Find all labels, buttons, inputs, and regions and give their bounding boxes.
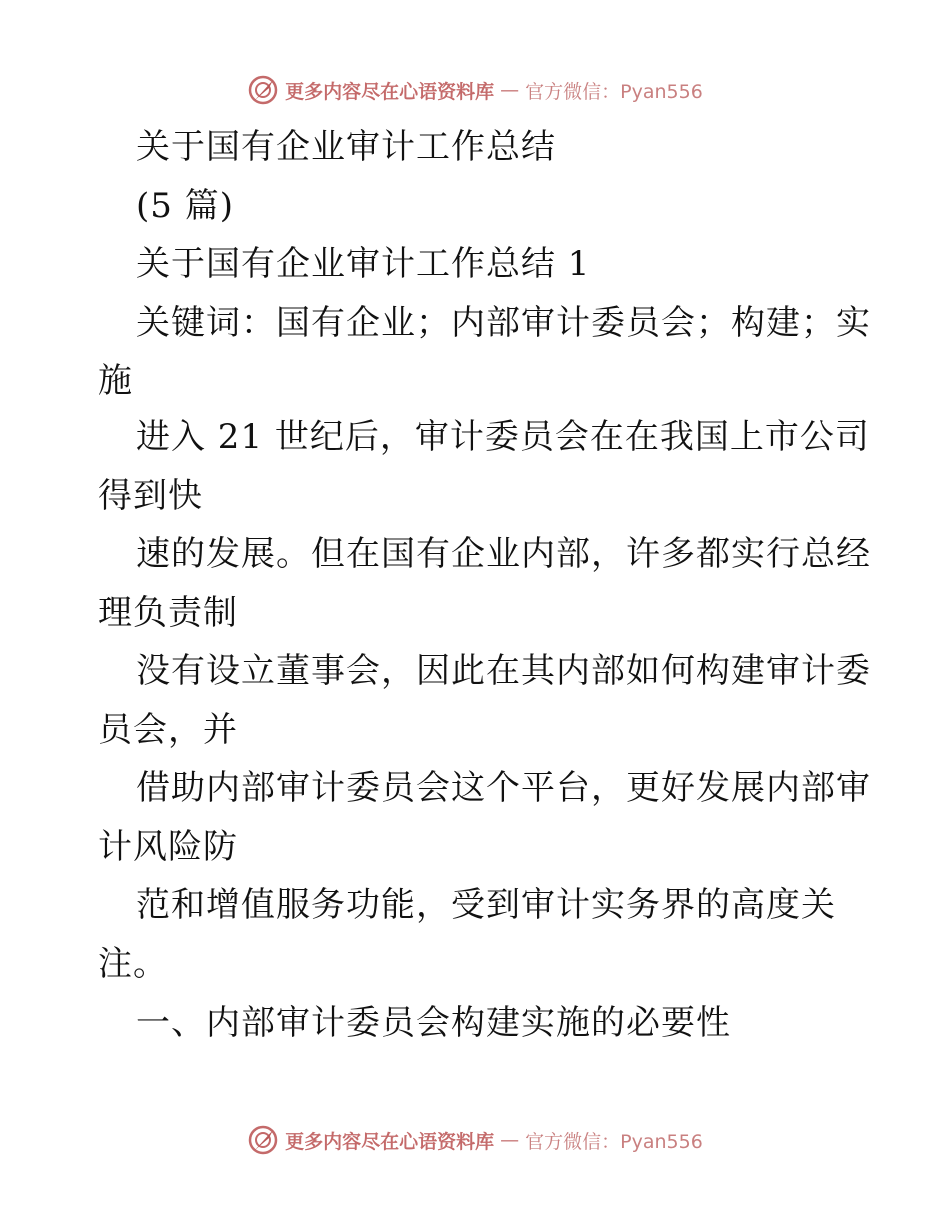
watermark-separator: — [500, 79, 520, 101]
paragraph-line: 速的发展。但在国有企业内部，许多都实行总经 [136, 534, 871, 574]
section-heading: 一、内部审计委员会构建实施的必要性 [136, 1003, 731, 1043]
section-heading: 关于国有企业审计工作总结 1 [136, 244, 591, 284]
quill-logo-icon [247, 74, 279, 106]
watermark-footer [0, 1122, 950, 1158]
paragraph-line: 没有设立董事会，因此在其内部如何构建审计委 [136, 651, 871, 691]
watermark-contact: 官方微信：Pyan556 [525, 1130, 703, 1153]
document-subtitle: (5 篇) [136, 186, 234, 226]
document-title: 关于国有企业审计工作总结 [136, 127, 556, 167]
paragraph-line: 关键词：国有企业；内部审计委员会；构建；实 [136, 303, 871, 343]
paragraph-line: 施 [98, 361, 133, 401]
paragraph-line: 得到快 [98, 476, 203, 516]
paragraph-line: 借助内部审计委员会这个平台，更好发展内部审 [136, 768, 871, 808]
watermark-separator: — [500, 1129, 520, 1151]
paragraph-line: 理负责制 [98, 593, 238, 633]
paragraph-line: 计风险防 [98, 827, 238, 867]
watermark-header [0, 72, 950, 108]
watermark-brand: 更多内容尽在心语资料库 [285, 1130, 495, 1153]
paragraph-line: 范和增值服务功能，受到审计实务界的高度关 [136, 885, 836, 925]
paragraph-line: 员会，并 [98, 710, 238, 750]
quill-logo-icon [247, 1124, 279, 1156]
watermark-brand: 更多内容尽在心语资料库 [285, 80, 495, 103]
paragraph-line: 注。 [98, 944, 168, 984]
paragraph-line: 进入 21 世纪后，审计委员会在在我国上市公司 [136, 417, 870, 457]
watermark-contact: 官方微信：Pyan556 [525, 80, 703, 103]
